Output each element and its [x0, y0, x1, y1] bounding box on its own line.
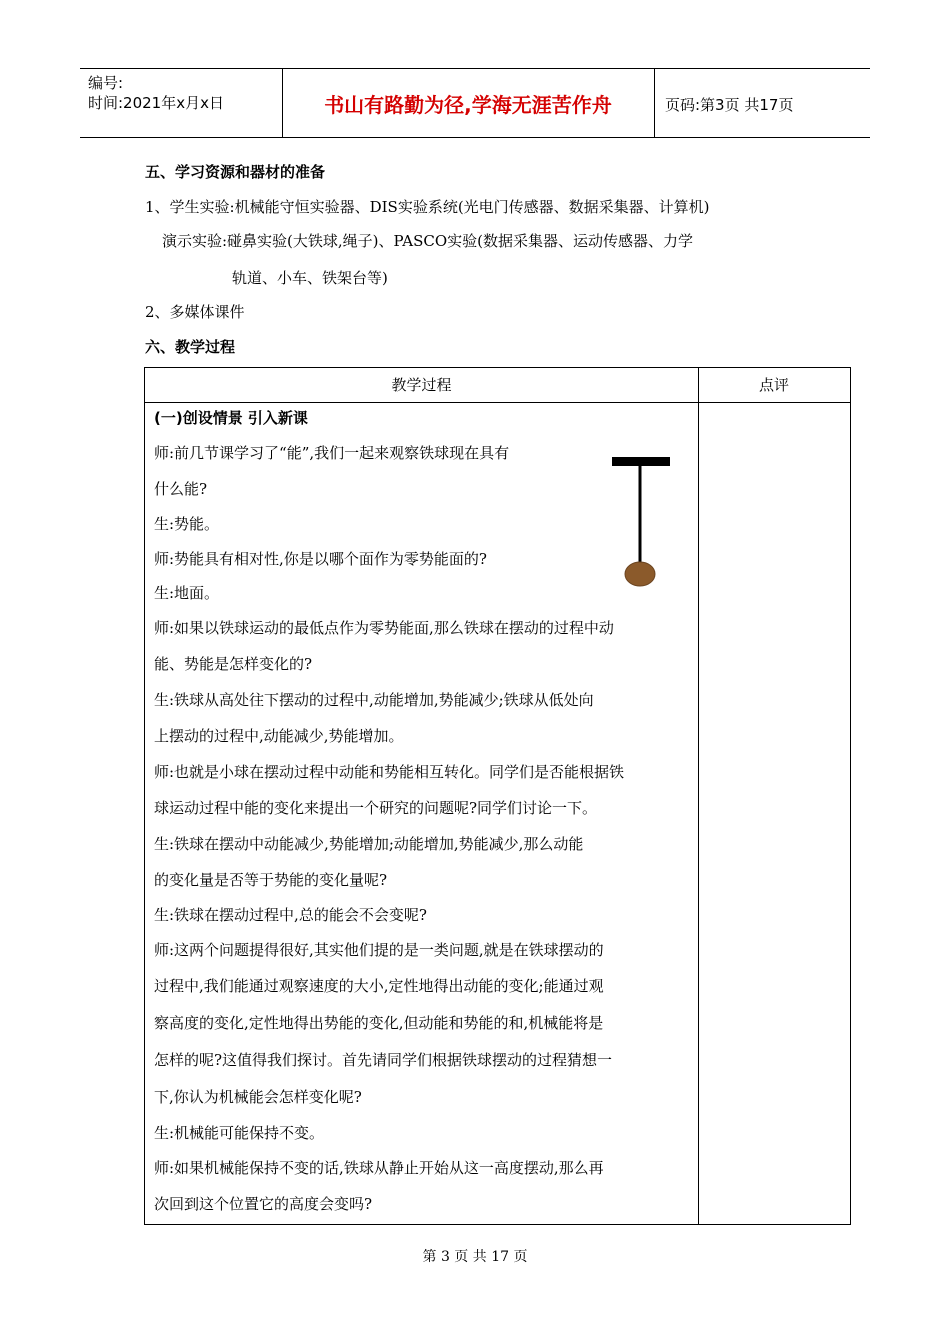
dialog-line: 生:地面。 [154, 584, 220, 602]
dialog-line: 师:也就是小球在摆动过程中动能和势能相互转化。同学们是否能根据铁 [154, 763, 625, 781]
section5-demo-line1: 演示实验:碰鼻实验(大铁球,绳子)、PASCO实验(数据采集器、运动传感器、力学 [162, 232, 693, 250]
table-subtitle: (一)创设情景 引入新课 [154, 409, 308, 427]
column-divider [698, 368, 699, 1224]
dialog-line: 什么能? [154, 480, 208, 498]
dialog-line: 师:势能具有相对性,你是以哪个面作为零势能面的? [154, 550, 487, 568]
dialog-line: 球运动过程中能的变化来提出一个研究的问题呢?同学们讨论一下。 [154, 799, 598, 817]
header-meta [88, 73, 224, 113]
dialog-line: 生:势能。 [154, 515, 220, 533]
dialog-line: 下,你认为机械能会怎样变化呢? [154, 1088, 362, 1106]
page-footer: 第 3 页 共 17 页 [422, 1249, 528, 1265]
number-label: 编号: [88, 74, 124, 92]
header-row-divider [145, 402, 850, 403]
dialog-line: 生:铁球在摆动过程中,总的能会不会变呢? [154, 906, 427, 924]
dialog-line: 次回到这个位置它的高度会变吗? [154, 1195, 373, 1213]
pendulum-support-bar [612, 457, 670, 466]
col-header-process: 教学过程 [391, 376, 452, 394]
section5-title: 五、学习资源和器材的准备 [145, 163, 326, 181]
header-table [80, 68, 870, 138]
dialog-line: 怎样的呢?这值得我们探讨。首先请同学们根据铁球摆动的过程猜想一 [154, 1051, 613, 1069]
dialog-line: 能、势能是怎样变化的? [154, 655, 313, 673]
dialog-line: 过程中,我们能通过观察速度的大小,定性地得出动能的变化;能通过观 [154, 977, 604, 995]
motto: 书山有路勤为径,学海无涯苦作舟 [324, 93, 612, 117]
dialog-line: 生:机械能可能保持不变。 [154, 1124, 325, 1142]
dialog-line: 的变化量是否等于势能的变化量呢? [154, 871, 388, 889]
time-label: 时间:2021年x月x日 [88, 94, 224, 112]
page-info: 页码:第3页 共17页 [665, 96, 794, 114]
header-divider [654, 69, 655, 137]
dialog-line: 师:前几节课学习了“能”,我们一起来观察铁球现在具有 [154, 444, 510, 462]
dialog-line: 师:如果机械能保持不变的话,铁球从静止开始从这一高度摆动,那么再 [154, 1159, 604, 1177]
pendulum-iron-ball [625, 562, 655, 586]
pendulum-illustration [600, 450, 680, 590]
dialog-line: 察高度的变化,定性地得出势能的变化,但动能和势能的和,机械能将是 [154, 1014, 604, 1032]
section6-title: 六、教学过程 [145, 338, 236, 356]
dialog-line: 上摆动的过程中,动能减少,势能增加。 [154, 727, 404, 745]
section5-item2: 2、多媒体课件 [145, 303, 245, 321]
section5-demo-line2: 轨道、小车、铁架台等) [232, 269, 388, 287]
dialog-line: 师:这两个问题提得很好,其实他们提的是一类问题,就是在铁球摆动的 [154, 941, 604, 959]
col-header-comment: 点评 [758, 376, 789, 394]
teaching-table [144, 367, 851, 1225]
dialog-line: 师:如果以铁球运动的最低点作为零势能面,那么铁球在摆动的过程中动 [154, 619, 614, 637]
dialog-line: 生:铁球从高处往下摆动的过程中,动能增加,势能减少;铁球从低处向 [154, 691, 594, 709]
section5-item1: 1、学生实验:机械能守恒实验器、DIS实验系统(光电门传感器、数据采集器、计算机) [145, 198, 710, 216]
dialog-line: 生:铁球在摆动中动能减少,势能增加;动能增加,势能减少,那么动能 [154, 835, 584, 853]
